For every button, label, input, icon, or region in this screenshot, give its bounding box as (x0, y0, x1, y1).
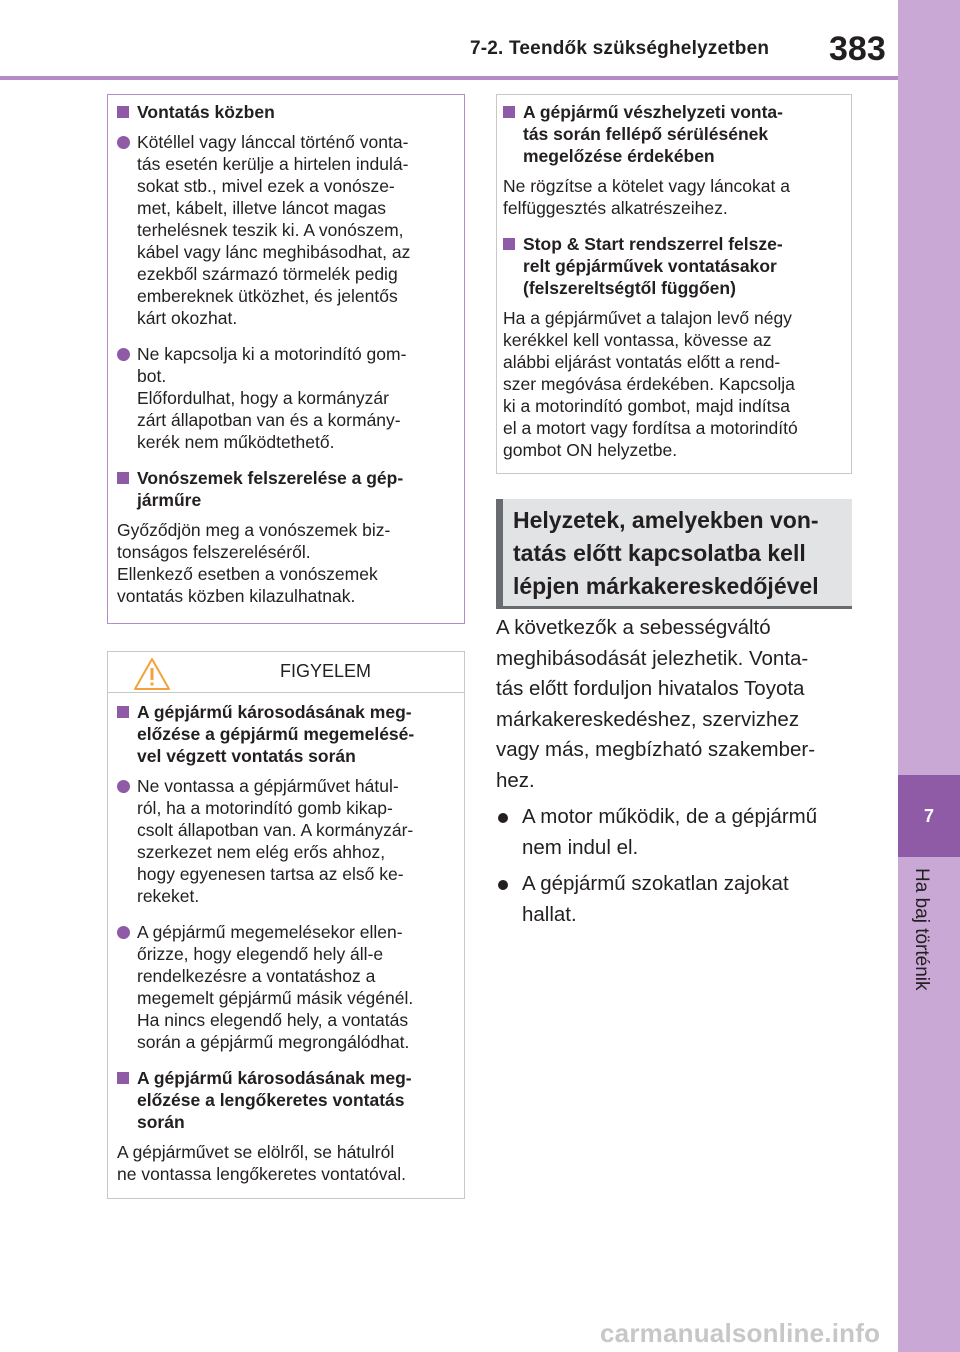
text-line: A gépjármű károsodásának meg- (137, 1068, 412, 1088)
text-line: Ne kapcsolja ki a motorindító gom- (137, 344, 407, 364)
text-line: Ha nincs elegendő hely, a vontatás (137, 1010, 409, 1030)
text-line: hogy egyenesen tartsa az első ke- (137, 864, 404, 884)
heading-sling-towing (117, 1067, 454, 1133)
text-line: őrizze, hogy elegendő hely áll-e (137, 944, 384, 964)
intro-paragraph (496, 613, 866, 796)
text-line: nem indul el. (522, 835, 639, 859)
heading-towing-eyelet (117, 467, 454, 511)
text-line: kárt okozhat. (137, 308, 238, 328)
text-line: A gépjármű megemelésekor ellen- (137, 922, 403, 942)
text-line: ezekből származó törmelék pedig (137, 264, 398, 284)
text-line: tatás előtt kapcsolatba kell (513, 540, 806, 566)
paragraph-stop-start (503, 307, 841, 461)
text-line: Stop & Start rendszerrel felsze- (523, 234, 783, 254)
warning-header (108, 652, 464, 693)
text-line: sokat stb., mivel ezek a vonósze- (137, 176, 395, 196)
bullet-engine-switch (117, 343, 454, 453)
chapter-label: Ha baj történik (911, 868, 932, 991)
text-line: kerékkel kell vontassa, kövesse az (503, 330, 772, 350)
text-line: Kötéllel vagy lánccal történő vonta- (137, 132, 409, 152)
text-line: Vonószemek felszerelése a gép- (137, 468, 404, 488)
text-line: megemelt gépjármű másik végénél. (137, 988, 414, 1008)
text-line: Ellenkező esetben a vonószemek (117, 564, 378, 584)
text-line: Ne vontassa a gépjárművet hátul- (137, 776, 399, 796)
text-line: Ne rögzítse a kötelet vagy láncokat a (503, 176, 790, 196)
text-line: A gépjárművet se elölről, se hátulról (117, 1142, 395, 1162)
text-line: tonságos felszereléséről. (117, 542, 311, 562)
text-line: ki a motorindító gombot, majd indítsa (503, 396, 790, 416)
text-line: A gépjármű vészhelyzeti vonta- (523, 102, 783, 122)
text-line: vontatás közben kilazulhatnak. (117, 586, 356, 606)
text-line: relt gépjárművek vontatásakor (523, 256, 777, 276)
chapter-number: 7 (923, 805, 934, 826)
text-line: tás esetén kerülje a hirtelen indulá- (137, 154, 409, 174)
text-line: szer megóvása érdekében. Kapcsolja (503, 374, 795, 394)
text-line: Győződjön meg a vonószemek biz- (117, 520, 391, 540)
warning-box (107, 651, 465, 1199)
text-line: vagy más, megbízható szakember- (496, 738, 816, 761)
text-line: hez. (496, 768, 535, 792)
text-line: A motor működik, de a gépjármű (522, 805, 818, 828)
section-title: 7-2. Teendők szükséghelyzetben (470, 38, 770, 59)
text-line: (felszereltségtől függően) (523, 278, 736, 298)
paragraph-suspension (503, 175, 841, 219)
text-line: vel végzett vontatás során (137, 746, 356, 766)
chapter-number-box (898, 775, 960, 857)
text-line: során (137, 1112, 185, 1132)
text-line: A gépjármű károsodásának meg- (137, 702, 412, 722)
text-line: embereknek ütközhet, és jelentős (137, 286, 398, 306)
text-line: csolt állapotban van. A kormányzár- (137, 820, 414, 840)
text-line: Ha a gépjárművet a talajon levő négy (503, 308, 792, 328)
text-line: Helyzetek, amelyekben von- (513, 507, 819, 533)
header-rule (0, 76, 898, 80)
text-line: kerék nem működtethető. (137, 432, 335, 452)
text-line: A következők a sebességváltó (496, 616, 771, 639)
text-line: felfüggesztés alkatrészeihez. (503, 198, 728, 218)
bullet-clearance (117, 921, 454, 1053)
text-line: rekeket. (137, 886, 200, 906)
page-number: 383 (829, 30, 886, 68)
bullet-sudden-start (117, 131, 454, 329)
text-line: hallat. (522, 902, 577, 926)
text-line: gombot ON helyzetbe. (503, 440, 678, 460)
text-line: rendelkezésre a vontatáshoz a (137, 966, 376, 986)
text-line: lépjen márkakereskedőjével (513, 573, 819, 599)
text-line: kábel vagy lánc meghibásodhat, az (137, 242, 411, 262)
text-line: tás során fellépő sérülésének (523, 124, 769, 144)
emergency-towing-box (496, 94, 852, 474)
heading-during-towing: Vontatás közben (117, 101, 454, 123)
watermark: carmanualsonline.info (600, 1318, 881, 1348)
text-line: A gépjármű szokatlan zajokat (522, 872, 789, 895)
paragraph-eyelet (117, 519, 454, 607)
text-line: előzése a gépjármű megemelésé- (137, 724, 415, 744)
warning-triangle-icon (133, 657, 171, 691)
text-line: megelőzése érdekében (523, 146, 715, 166)
section-heading-banner (496, 499, 852, 609)
text-line: ne vontassa lengőkeretes vontatóval. (117, 1164, 406, 1184)
text-line: márkakereskedéshez, szervizhez (496, 707, 800, 731)
text-line: terhelésnek teszik ki. A vonószem, (137, 220, 404, 240)
text-line: met, kábelt, illetve láncot magas (137, 198, 387, 218)
paragraph-sling (117, 1141, 454, 1185)
text-line: szerkezet nem elég erős ahhoz, (137, 842, 386, 862)
text-line: Előfordulhat, hogy a kormányzár (137, 388, 389, 408)
text-line: során a gépjármű megrongálódhat. (137, 1032, 410, 1052)
heading-stop-start (503, 233, 841, 299)
list-item (496, 802, 866, 863)
text-line: meghibásodását jelezhetik. Vonta- (496, 646, 809, 670)
text-line: bot. (137, 366, 167, 386)
text-line: járműre (137, 490, 202, 510)
heading-emergency-damage (503, 101, 841, 167)
text-line: zárt állapotban van és a kormány- (137, 410, 401, 430)
text-line: ról, ha a motorindító gomb kikap- (137, 798, 393, 818)
list-item (496, 869, 866, 930)
section-body (496, 613, 866, 930)
heading-lift-towing (117, 701, 454, 767)
chapter-side-tab (898, 0, 960, 1352)
warning-label: FIGYELEM (280, 661, 372, 681)
towing-notes-box (107, 94, 465, 624)
text-line: tás előtt forduljon hivatalos Toyota (496, 677, 805, 700)
text-line: alábbi eljárást vontatás előtt a rend- (503, 352, 781, 372)
text-line: el a motort vagy fordítsa a motorindító (503, 418, 798, 438)
bullet-rear-towing (117, 775, 454, 907)
text-line: előzése a lengőkeretes vontatás (137, 1090, 405, 1110)
